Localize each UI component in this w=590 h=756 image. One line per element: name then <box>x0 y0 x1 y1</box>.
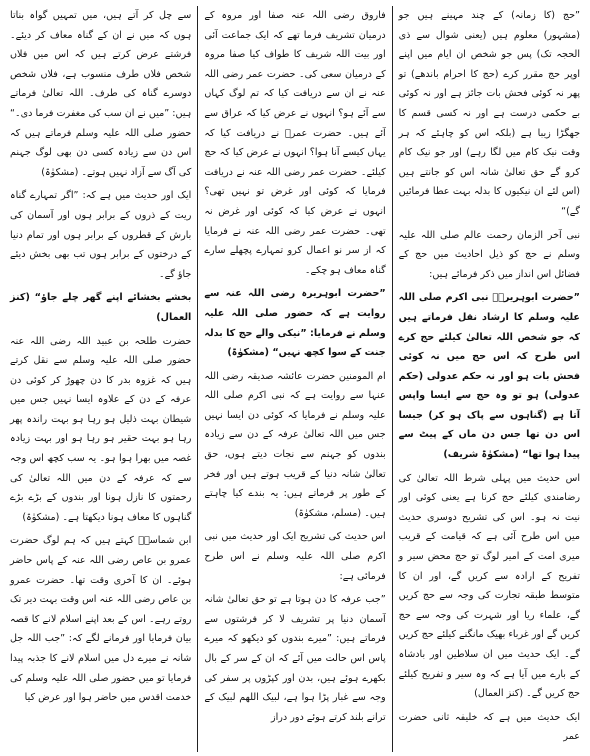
column-paragraph: حضرت طلحہ بن عبید اللہ رضی اللہ عنہ حضور صلی اللہ علیہ وسلم سے نقل کرتے ہیں کہ غزوہ بدر کا دن چھوڑ کر کوئی دن عرفہ کے دن کے علاوہ ایسا نہیں جس میں شیطان بہت ذلیل ہو رہا ہو بہت راندہ پھر رہا ہو بہت حقیر ہو رہا ہو اور بہت زیادہ غصہ میں بھرا ہوا ہو۔ یہ سب کچھ اس وجہ سے کہ عرفہ کے دن میں اللہ تعالیٰ کی رحمتوں کا نازل ہونا اور بندوں کے بڑے بڑے گناہوں کا معاف ہونا دیکھتا ہے۔ (مشکوٰۃ) <box>10 335 192 523</box>
column-paragraph: اس حدیث کی تشریح ایک اور حدیث میں نبی اکرم صلی اللہ علیہ وسلم نے اس طرح فرمائی ہے: <box>204 531 386 582</box>
column-paragraph: ام المومنین حضرت عائشہ صدیقہ رضی اللہ عنہا سے روایت ہے کہ نبی اکرم صلی اللہ علیہ وسلم نے فرمایا کہ کوئی دن ایسا نہیں جس میں اللہ تعالیٰ عرفہ کے دن سے زیادہ بندوں کو جہنم سے نجات دیتے ہوں، حق تعالیٰ شانہ دنیا کے قریب ہوتے ہیں اور فخر کے طور پر فرماتے ہیں: یہ بندے کیا چاہتے ہیں۔ (مسلم، مشکوٰۃ) <box>204 370 386 519</box>
hadith-quote: ”حضرت ابوہریرہؓ نبی اکرم صلی اللہ علیہ وسلم کا ارشاد نقل فرماتے ہیں کہ جو شخص اللہ تعالیٰ کیلئے حج کرے اس طرح کہ اس حج میں نہ کوئی فحش بات ہو اور نہ حکم عدولی (حکم عدولی) ہو تو وہ حج سے ایسا واپس آتا ہے (گناہوں سے پاک ہو کر) جیسا اس دن تھا جس دن ماں کے پیٹ سے پیدا ہوا تھا“ (مشکوٰۃ شریف) <box>398 292 580 461</box>
column-paragraph: ایک اور حدیث میں ہے کہ: ”اگر تمہارے گناہ ریت کے ذروں کے برابر ہوں اور آسمان کی بارش کے قطروں کے برابر ہوں اور تمام دنیا کے درختوں کے برابر ہوں تب بھی بخش دیئے جاؤ گے۔ <box>10 190 192 280</box>
column-paragraph: ”جب عرفہ کا دن ہوتا ہے تو حق تعالیٰ شانہ آسمان دنیا پر تشریف لا کر فرشتوں سے فرماتے ہیں: ”میرے بندوں کو دیکھو کہ میرے پاس اس حالت میں آئے کہ ان کے سر کے بال بکھرے ہوئے ہیں، بدن اور کپڑوں پر سفر کی وجہ سے غبار پڑا ہوا ہے، لبیک اللھم لبیک کے ترانے بلند کرتے ہوئے دور دراز <box>204 594 386 723</box>
column-paragraph: ”حج (کا زمانہ) کے چند مہینے ہیں جو (مشہور) معلوم ہیں (یعنی شوال سے ذی الحجہ تک) پس جو شخص ان ایام میں اپنے اوپر حج مقرر کرے (حج کا احرام باندھے) تو پھر نہ کوئی فحش بات جائز ہے اور نہ کوئی بے حکمی درست ہے اور نہ کسی قسم کا جھگڑا زیبا ہے (بلکہ اس کو چاہئے کہ ہر وقت نیک کام میں لگا رہے) اور جو نیک کام کرو گے حق تعالیٰ شانہ اس کو جانتے ہیں (اس لئے ان نیکیوں کا بدلہ بہت عطا فرمائیں گے)“ <box>398 10 580 217</box>
column-paragraph: نبی آخر الزمان رحمت عالم صلی اللہ علیہ وسلم نے حج کو ذیل احادیث میں حج کے فضائل اس انداز میں ذکر فرمائے ہیں: <box>398 229 580 280</box>
column-paragraph: ایک حدیث میں ہے کہ خلیفہ ثانی حضرت عمر <box>398 711 580 743</box>
hadith-quote: بخشے بخشائے اپنے گھر چلے جاؤ“ (کنز العمال) <box>10 292 192 323</box>
column-paragraph: اس حدیث میں پہلی شرط اللہ تعالیٰ کی رضامندی کیلئے حج کرنا ہے یعنی کوئی اور نیت نہ ہو۔ اس کی تشریح دوسری حدیث میں اس طرح آئی ہے کہ قیامت کے قریب میری امت کے امیر لوگ تو حج محض سیر و تفریح کے ارادہ سے کریں گے، اور ان کا متوسط طبقہ تجارت کی وجہ سے حج کریں گے، علماء ریا اور شہرت کی وجہ سے حج کریں گے اور غرباء بھیک مانگنے کیلئے حج کریں گے۔ ایک حدیث میں ان سلاطین اور بادشاہ کے بارے میں آیا ہے کہ وہ سیر و تفریح کیلئے حج کریں گے۔ (کنز العمال) <box>398 472 580 700</box>
column-paragraph: سے چل کر آتے ہیں، میں تمہیں گواہ بناتا ہوں کہ میں نے ان کے گناہ معاف کر دیئے۔ فرشتے عرض کرتے ہیں کہ اس میں فلاں شخص فلاں طرف منسوب ہے، فلاں شخص دوسرے گناہ کی طرف۔ اللہ تعالیٰ فرماتے ہیں: ”میں نے ان سب کی مغفرت فرما دی۔“ حضور صلی اللہ علیہ وسلم فرماتے ہیں کہ اس دن سے زیادہ کسی دن بھی لوگ جہنم کی آگ سے آزاد نہیں ہوتے۔ (مشکوٰۃ) <box>10 10 192 178</box>
hadith-quote: ”حضرت ابوہریرہ رضی اللہ عنہ سے روایت ہے کہ حضور صلی اللہ علیہ وسلم نے فرمایا: ”نیکی والے حج کا بدلہ جنت کے سوا کچھ نہیں“ (مشکوٰۃ) <box>204 288 386 359</box>
text-column-left <box>4 6 198 752</box>
column-paragraph: ابن شماسہؒ کہتے ہیں کہ ہم لوگ حضرت عمرو بن عاص رضی اللہ عنہ کے پاس حاضر ہوئے۔ ان کا آخری وقت تھا۔ حضرت عمرو بن عاص رضی اللہ عنہ اس وقت بہت دیر تک روتے رہے۔ اس کے بعد اپنے اسلام لانے کا قصہ بیان فرمایا اور فرمانے لگے کہ: ”جب اللہ جل شانہ نے میرے دل میں اسلام لانے کا جذبہ پیدا فرمایا تو میں حضور صلی اللہ علیہ وسلم کی خدمت اقدس میں حاضر ہوا اور عرض کیا <box>10 535 192 704</box>
column-paragraph: فاروق رضی اللہ عنہ صفا اور مروہ کے درمیان تشریف فرما تھے کہ ایک جماعت آئی اور بیت اللہ شریف کا طواف کیا صفا مروہ کے درمیان سعی کی۔ حضرت عمر رضی اللہ عنہ نے ان سے دریافت کیا کہ تم لوگ کہاں سے آئے ہو؟ انہوں نے عرض کیا کہ عراق سے آئے ہیں۔ حضرت عمرؓ نے دریافت کیا کہ یہاں کیسے آنا ہوا؟ انہوں نے عرض کیا کہ حج کیلئے۔ حضرت عمر رضی اللہ عنہ نے دریافت فرمایا کہ کوئی اور غرض تو نہیں تھی؟ انہوں نے عرض کیا کہ کوئی اور غرض نہ تھی۔ حضرت عمر رضی اللہ عنہ نے فرمایا کہ از سر نو اعمال کرو تمہارے پچھلے سارے گناہ معاف ہو چکے۔ <box>204 10 386 276</box>
text-column-middle <box>198 6 392 752</box>
text-column-right <box>393 6 586 752</box>
